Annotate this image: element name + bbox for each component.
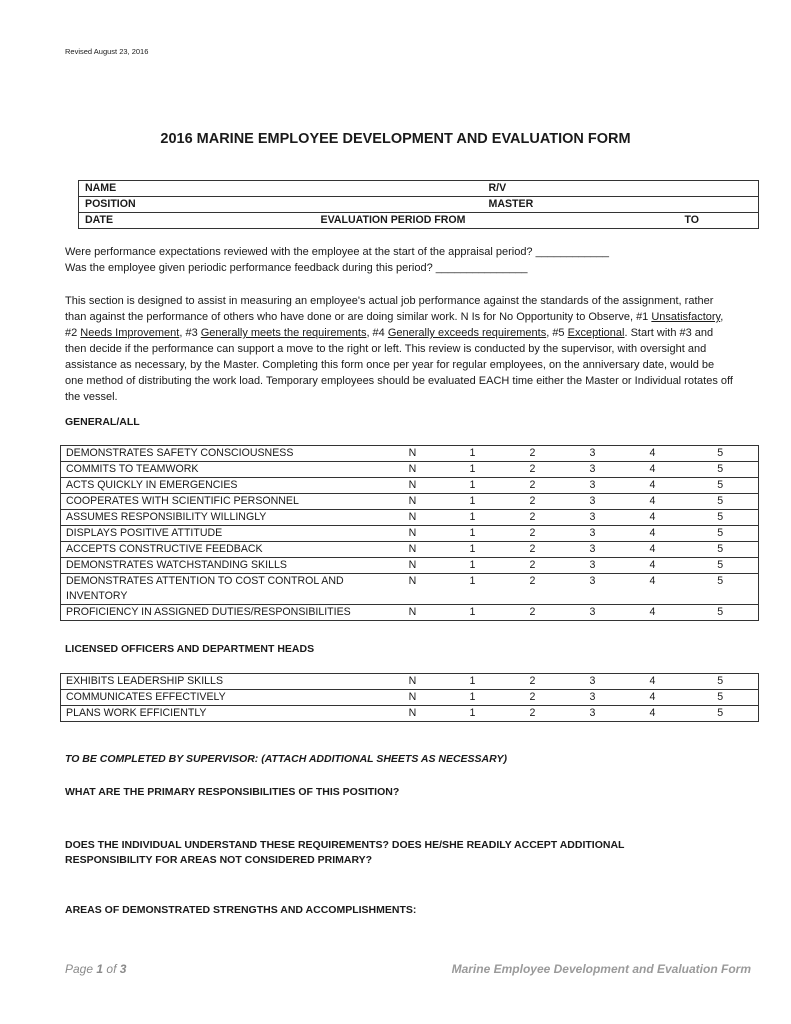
- rating-row: [61, 706, 759, 722]
- position-label: POSITION: [79, 197, 321, 213]
- rating-option-5[interactable]: 5: [683, 446, 759, 462]
- licensed-section-title: LICENSED OFFICERS AND DEPARTMENT HEADS: [65, 643, 315, 655]
- intro-text-5: , #5: [546, 327, 568, 339]
- rating-option-4[interactable]: 4: [623, 674, 683, 690]
- rating-option-3[interactable]: 3: [563, 462, 623, 478]
- rating-2-label: Needs Improvement: [80, 327, 180, 339]
- criterion-label: ACCEPTS CONSTRUCTIVE FEEDBACK: [61, 542, 383, 558]
- rating-option-2[interactable]: 2: [503, 510, 563, 526]
- rating-option-1[interactable]: 1: [443, 558, 503, 574]
- rating-option-n[interactable]: N: [383, 574, 443, 605]
- to-label: TO: [653, 213, 759, 229]
- rating-option-3[interactable]: 3: [563, 605, 623, 621]
- rating-option-5[interactable]: 5: [683, 574, 759, 605]
- page-title: 2016 MARINE EMPLOYEE DEVELOPMENT AND EVALUATION FORM: [160, 131, 631, 147]
- master-label: MASTER: [483, 197, 653, 213]
- rating-option-n[interactable]: N: [383, 674, 443, 690]
- rating-option-4[interactable]: 4: [623, 542, 683, 558]
- master-field[interactable]: [653, 197, 759, 213]
- rating-option-n[interactable]: N: [383, 446, 443, 462]
- rating-option-2[interactable]: 2: [503, 706, 563, 722]
- rating-row: [61, 462, 759, 478]
- rating-row: [61, 494, 759, 510]
- rating-option-3[interactable]: 3: [563, 574, 623, 605]
- name-row: [79, 181, 759, 197]
- rating-option-3[interactable]: 3: [563, 690, 623, 706]
- primary-responsibilities-question: WHAT ARE THE PRIMARY RESPONSIBILITIES OF THIS POSITION?: [65, 786, 400, 798]
- criterion-label: DISPLAYS POSITIVE ATTITUDE: [61, 526, 383, 542]
- rating-option-1[interactable]: 1: [443, 542, 503, 558]
- expectations-question: Were performance expectations reviewed with the employee at the start of the appraisal period? ____________: [65, 246, 610, 258]
- rating-option-4[interactable]: 4: [623, 446, 683, 462]
- employee-info-table: [78, 180, 759, 229]
- rating-option-5[interactable]: 5: [683, 494, 759, 510]
- rating-option-3[interactable]: 3: [563, 542, 623, 558]
- rating-option-5[interactable]: 5: [683, 526, 759, 542]
- rating-option-5[interactable]: 5: [683, 674, 759, 690]
- rating-option-1[interactable]: 1: [443, 510, 503, 526]
- rating-option-1[interactable]: 1: [443, 494, 503, 510]
- footer-doc-name: Marine Employee Development and Evaluation Form: [451, 962, 751, 976]
- rating-row: [61, 478, 759, 494]
- rating-option-5[interactable]: 5: [683, 558, 759, 574]
- page-word: Page: [65, 962, 94, 976]
- criterion-label: COMMITS TO TEAMWORK: [61, 462, 383, 478]
- rating-option-5[interactable]: 5: [683, 462, 759, 478]
- intro-text-1: This section is designed to assist in measuring an employee's actual job performance against the standards of the assignment, rather than against the performance of others who have done or are doing similar work. N Is for No Opportunity to Observe, #1: [65, 295, 714, 323]
- rating-row: [61, 690, 759, 706]
- criterion-label: DEMONSTRATES SAFETY CONSCIOUSNESS: [61, 446, 383, 462]
- rating-option-4[interactable]: 4: [623, 526, 683, 542]
- rating-5-label: Exceptional: [567, 327, 625, 339]
- rating-option-5[interactable]: 5: [683, 605, 759, 621]
- rating-option-2[interactable]: 2: [503, 494, 563, 510]
- revised-date: Revised August 23, 2016: [65, 47, 149, 56]
- rating-option-n[interactable]: N: [383, 605, 443, 621]
- rating-option-3[interactable]: 3: [563, 446, 623, 462]
- feedback-question: Was the employee given periodic performance feedback during this period? _______________: [65, 262, 528, 274]
- understanding-question: DOES THE INDIVIDUAL UNDERSTAND THESE REQUIREMENTS? DOES HE/SHE READILY ACCEPT ADDITIONAL RESPONSIBILITY FOR AREAS NOT CONSIDERED PRIMARY?: [65, 839, 625, 866]
- criterion-label: DEMONSTRATES WATCHSTANDING SKILLS: [61, 558, 383, 574]
- general-rating-table: [60, 445, 759, 621]
- rating-4-label: Generally exceeds requirements: [387, 327, 547, 339]
- rating-option-n[interactable]: N: [383, 526, 443, 542]
- rating-option-2[interactable]: 2: [503, 446, 563, 462]
- rating-option-3[interactable]: 3: [563, 494, 623, 510]
- rv-label: R/V: [483, 181, 653, 197]
- rating-option-3[interactable]: 3: [563, 706, 623, 722]
- page-current: 1: [96, 962, 104, 976]
- rating-row: [61, 526, 759, 542]
- rating-option-4[interactable]: 4: [623, 494, 683, 510]
- rating-option-3[interactable]: 3: [563, 526, 623, 542]
- page-total: 3: [119, 962, 127, 976]
- rv-field[interactable]: [653, 181, 759, 197]
- rating-option-1[interactable]: 1: [443, 478, 503, 494]
- of-word: of: [106, 962, 117, 976]
- intro-text-2: , #2: [65, 311, 724, 339]
- rating-option-5[interactable]: 5: [683, 706, 759, 722]
- criterion-label: ASSUMES RESPONSIBILITY WILLINGLY: [61, 510, 383, 526]
- rating-option-n[interactable]: N: [383, 462, 443, 478]
- rating-row: [61, 542, 759, 558]
- eval-from-label: EVALUATION PERIOD FROM: [321, 213, 653, 229]
- rating-option-4[interactable]: 4: [623, 574, 683, 605]
- supervisor-note: TO BE COMPLETED BY SUPERVISOR: (ATTACH ADDITIONAL SHEETS AS NECESSARY): [65, 753, 508, 765]
- rating-option-4[interactable]: 4: [623, 478, 683, 494]
- rating-option-4[interactable]: 4: [623, 605, 683, 621]
- general-section-title: GENERAL/ALL: [65, 416, 140, 428]
- criterion-label: EXHIBITS LEADERSHIP SKILLS: [61, 674, 383, 690]
- rating-option-1[interactable]: 1: [443, 605, 503, 621]
- criterion-label: PLANS WORK EFFICIENTLY: [61, 706, 383, 722]
- rating-option-2[interactable]: 2: [503, 690, 563, 706]
- rating-row: [61, 574, 759, 605]
- rating-option-n[interactable]: N: [383, 690, 443, 706]
- rating-option-n[interactable]: N: [383, 510, 443, 526]
- criterion-label: PROFICIENCY IN ASSIGNED DUTIES/RESPONSIBILITIES: [61, 605, 383, 621]
- intro-paragraph: [65, 293, 735, 405]
- name-label: NAME: [79, 181, 321, 197]
- rating-1-label: Unsatisfactory: [651, 311, 721, 323]
- rating-option-4[interactable]: 4: [623, 690, 683, 706]
- rating-option-3[interactable]: 3: [563, 558, 623, 574]
- rating-option-5[interactable]: 5: [683, 542, 759, 558]
- rating-row: [61, 558, 759, 574]
- strengths-question: AREAS OF DEMONSTRATED STRENGTHS AND ACCOMPLISHMENTS:: [65, 904, 417, 916]
- criterion-label: COOPERATES WITH SCIENTIFIC PERSONNEL: [61, 494, 383, 510]
- rating-option-1[interactable]: 1: [443, 690, 503, 706]
- rating-option-4[interactable]: 4: [623, 510, 683, 526]
- rating-option-1[interactable]: 1: [443, 574, 503, 605]
- rating-option-5[interactable]: 5: [683, 690, 759, 706]
- rating-3-label: Generally meets the requirements: [200, 327, 367, 339]
- rating-option-2[interactable]: 2: [503, 605, 563, 621]
- rating-option-n[interactable]: N: [383, 494, 443, 510]
- intro-text-6: . Start with #3 and then decide if the performance can support a move to the right or left. This review is conducted by the supervisor, with oversight and assistance as necessary, by the Master. Completing this form once per year for regular employees, on the anniversary date, would be one method of distributing the work load. Temporary employees should be evaluated EACH time either the Master or Individual rotates off the vessel.: [65, 327, 733, 403]
- position-row: [79, 197, 759, 213]
- criterion-label: DEMONSTRATES ATTENTION TO COST CONTROL AND INVENTORY: [61, 574, 383, 605]
- page-number: [65, 962, 126, 976]
- rating-option-1[interactable]: 1: [443, 706, 503, 722]
- date-row: [79, 213, 759, 229]
- rating-option-2[interactable]: 2: [503, 574, 563, 605]
- rating-option-1[interactable]: 1: [443, 526, 503, 542]
- intro-text-3: , #3: [179, 327, 201, 339]
- rating-option-1[interactable]: 1: [443, 446, 503, 462]
- rating-option-n[interactable]: N: [383, 542, 443, 558]
- rating-option-5[interactable]: 5: [683, 478, 759, 494]
- rating-option-2[interactable]: 2: [503, 674, 563, 690]
- rating-option-2[interactable]: 2: [503, 558, 563, 574]
- rating-option-4[interactable]: 4: [623, 558, 683, 574]
- rating-option-4[interactable]: 4: [623, 706, 683, 722]
- rating-option-3[interactable]: 3: [563, 510, 623, 526]
- rating-option-2[interactable]: 2: [503, 526, 563, 542]
- rating-option-3[interactable]: 3: [563, 478, 623, 494]
- rating-option-4[interactable]: 4: [623, 462, 683, 478]
- rating-option-3[interactable]: 3: [563, 674, 623, 690]
- rating-row: [61, 510, 759, 526]
- rating-row: [61, 674, 759, 690]
- position-field[interactable]: [321, 197, 483, 213]
- rating-option-2[interactable]: 2: [503, 462, 563, 478]
- rating-option-n[interactable]: N: [383, 706, 443, 722]
- name-field[interactable]: [321, 181, 483, 197]
- rating-option-2[interactable]: 2: [503, 478, 563, 494]
- rating-option-n[interactable]: N: [383, 478, 443, 494]
- intro-text-4: , #4: [366, 327, 388, 339]
- rating-row: [61, 446, 759, 462]
- rating-option-n[interactable]: N: [383, 558, 443, 574]
- date-label: DATE: [79, 213, 321, 229]
- rating-option-1[interactable]: 1: [443, 674, 503, 690]
- rating-row: [61, 605, 759, 621]
- rating-option-1[interactable]: 1: [443, 462, 503, 478]
- criterion-label: ACTS QUICKLY IN EMERGENCIES: [61, 478, 383, 494]
- criterion-label: COMMUNICATES EFFECTIVELY: [61, 690, 383, 706]
- rating-option-5[interactable]: 5: [683, 510, 759, 526]
- rating-option-2[interactable]: 2: [503, 542, 563, 558]
- licensed-rating-table: [60, 673, 759, 722]
